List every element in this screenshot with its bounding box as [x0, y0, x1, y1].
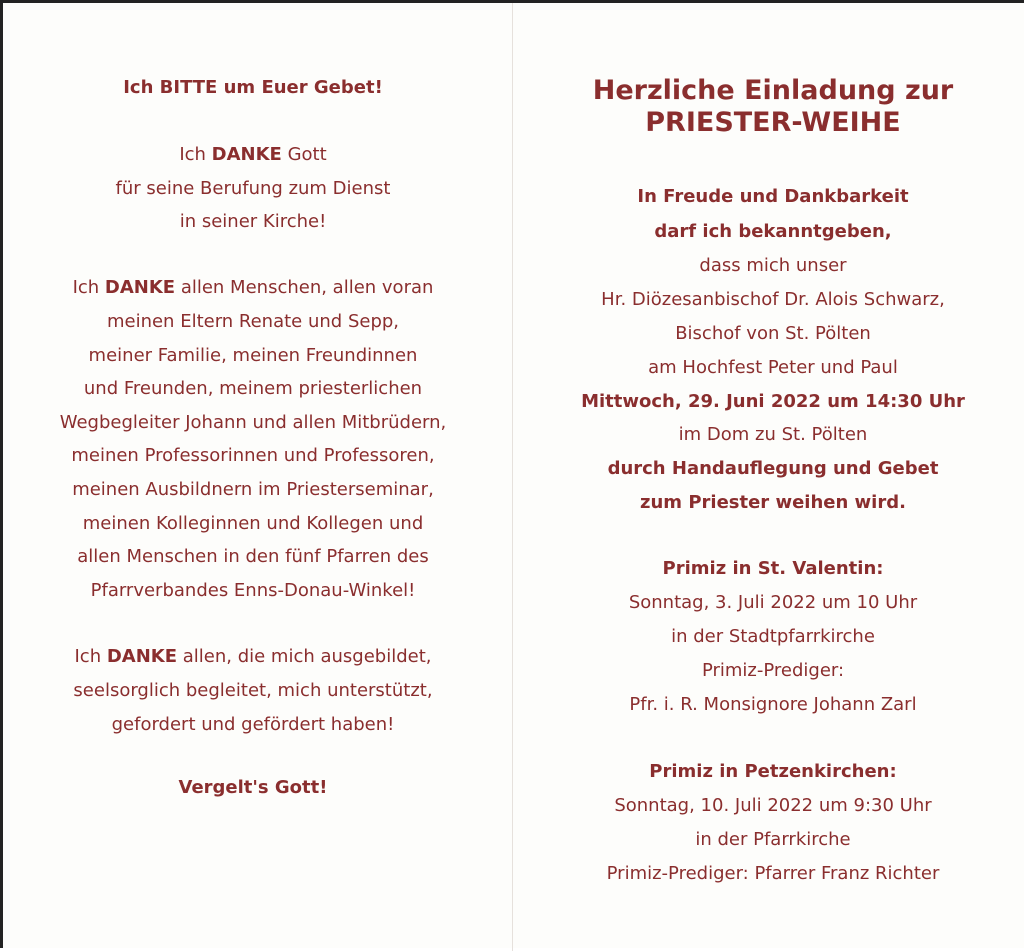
right-text-line [548, 255, 998, 277]
left-text-line [43, 546, 463, 568]
left-text: allen Menschen, allen voran [175, 277, 434, 298]
right-text-line [548, 357, 998, 379]
invitation-title-line1: Herzliche Einladung zur [592, 75, 954, 106]
left-bold-text: Ich BITTE um Euer Gebet! [123, 77, 383, 98]
left-text-line [43, 479, 463, 501]
left-text-line [43, 445, 463, 467]
right-text: Primiz-Prediger: [701, 660, 845, 681]
right-text-line [548, 391, 998, 413]
right-text-line [548, 424, 998, 446]
left-text: meinen Eltern Renate und Sepp, [106, 311, 400, 332]
left-text: Pfarrverbandes Enns-Donau-Winkel! [90, 580, 416, 601]
right-text-line [548, 558, 998, 580]
left-text-line [43, 345, 463, 367]
left-text-line [43, 211, 463, 233]
right-text-line [548, 186, 998, 208]
right-text: in der Pfarrkirche [695, 829, 851, 850]
right-text-line [548, 660, 998, 682]
left-text: in seiner Kirche! [179, 211, 327, 232]
left-text: Ich [179, 144, 212, 165]
left-text-line [43, 680, 463, 702]
left-text-line [43, 277, 463, 299]
right-text: Primiz-Prediger: Pfarrer Franz Richter [606, 863, 940, 884]
card-fold-line [512, 3, 513, 951]
left-text-line [43, 412, 463, 434]
left-bold-text: DANKE [211, 144, 282, 165]
right-text: Hr. Diözesanbischof Dr. Alois Schwarz, [601, 289, 945, 310]
right-text-line [548, 795, 998, 817]
left-text: für seine Berufung zum Dienst [115, 178, 391, 199]
left-text-line [43, 144, 463, 166]
right-text-line [548, 863, 998, 885]
right-text: in der Stadtpfarrkirche [671, 626, 875, 647]
left-text: allen Menschen in den fünf Pfarren des [77, 546, 429, 567]
invitation-title-line2: PRIESTER-WEIHE [645, 107, 901, 138]
right-text-line [548, 761, 998, 783]
left-text-line [43, 714, 463, 736]
right-text-line [548, 289, 998, 311]
left-bold-text: DANKE [106, 646, 178, 667]
left-text: meiner Familie, meinen Freundinnen [88, 345, 418, 366]
left-text-line [43, 77, 463, 99]
left-text-line [43, 513, 463, 535]
left-text: gefordert und gefördert haben! [111, 714, 395, 735]
left-text-line [43, 777, 463, 799]
right-text: Pfr. i. R. Monsignore Johann Zarl [629, 694, 917, 715]
right-bold-text: zum Priester weihen wird. [640, 492, 906, 513]
left-bold-text: Vergelt's Gott! [178, 777, 328, 798]
left-text: Ich [72, 277, 105, 298]
left-text: meinen Ausbildnern im Priesterseminar, [72, 479, 434, 500]
right-text-line [548, 492, 998, 514]
right-text-line [548, 626, 998, 648]
right-bold-text: Mittwoch, 29. Juni 2022 um 14:30 Uhr [581, 391, 965, 412]
right-bold-text: darf ich bekanntgeben, [654, 221, 892, 242]
right-text-line [548, 694, 998, 716]
left-bold-text: DANKE [104, 277, 176, 298]
right-text-line [548, 829, 998, 851]
right-text: Bischof von St. Pölten [675, 323, 871, 344]
left-text: Gott [281, 144, 327, 165]
right-text: am Hochfest Peter und Paul [648, 357, 898, 378]
right-text-line [548, 458, 998, 480]
left-text: und Freunden, meinem priesterlichen [83, 378, 423, 399]
left-text-line [43, 311, 463, 333]
right-text-line [548, 592, 998, 614]
left-text-line [43, 646, 463, 668]
left-text-line [43, 580, 463, 602]
left-text: meinen Kolleginnen und Kollegen und [82, 513, 424, 534]
left-text: Wegbegleiter Johann und allen Mitbrüdern, [59, 412, 447, 433]
left-text-line [43, 378, 463, 400]
left-text: meinen Professorinnen und Professoren, [71, 445, 435, 466]
right-bold-text: In Freude und Dankbarkeit [637, 186, 909, 207]
right-text: dass mich unser [699, 255, 847, 276]
right-text: im Dom zu St. Pölten [678, 424, 868, 445]
right-text-line [548, 221, 998, 243]
left-text-line [43, 178, 463, 200]
left-text: seelsorglich begleitet, mich unterstützt, [73, 680, 433, 701]
right-text-line [548, 323, 998, 345]
left-text: Ich [74, 646, 107, 667]
right-bold-text: Primiz in Petzenkirchen: [649, 761, 897, 782]
right-bold-text: durch Handauflegung und Gebet [607, 458, 939, 479]
right-text: Sonntag, 10. Juli 2022 um 9:30 Uhr [614, 795, 932, 816]
right-text: Sonntag, 3. Juli 2022 um 10 Uhr [628, 592, 918, 613]
right-bold-text: Primiz in St. Valentin: [662, 558, 884, 579]
left-text: allen, die mich ausgebildet, [177, 646, 432, 667]
